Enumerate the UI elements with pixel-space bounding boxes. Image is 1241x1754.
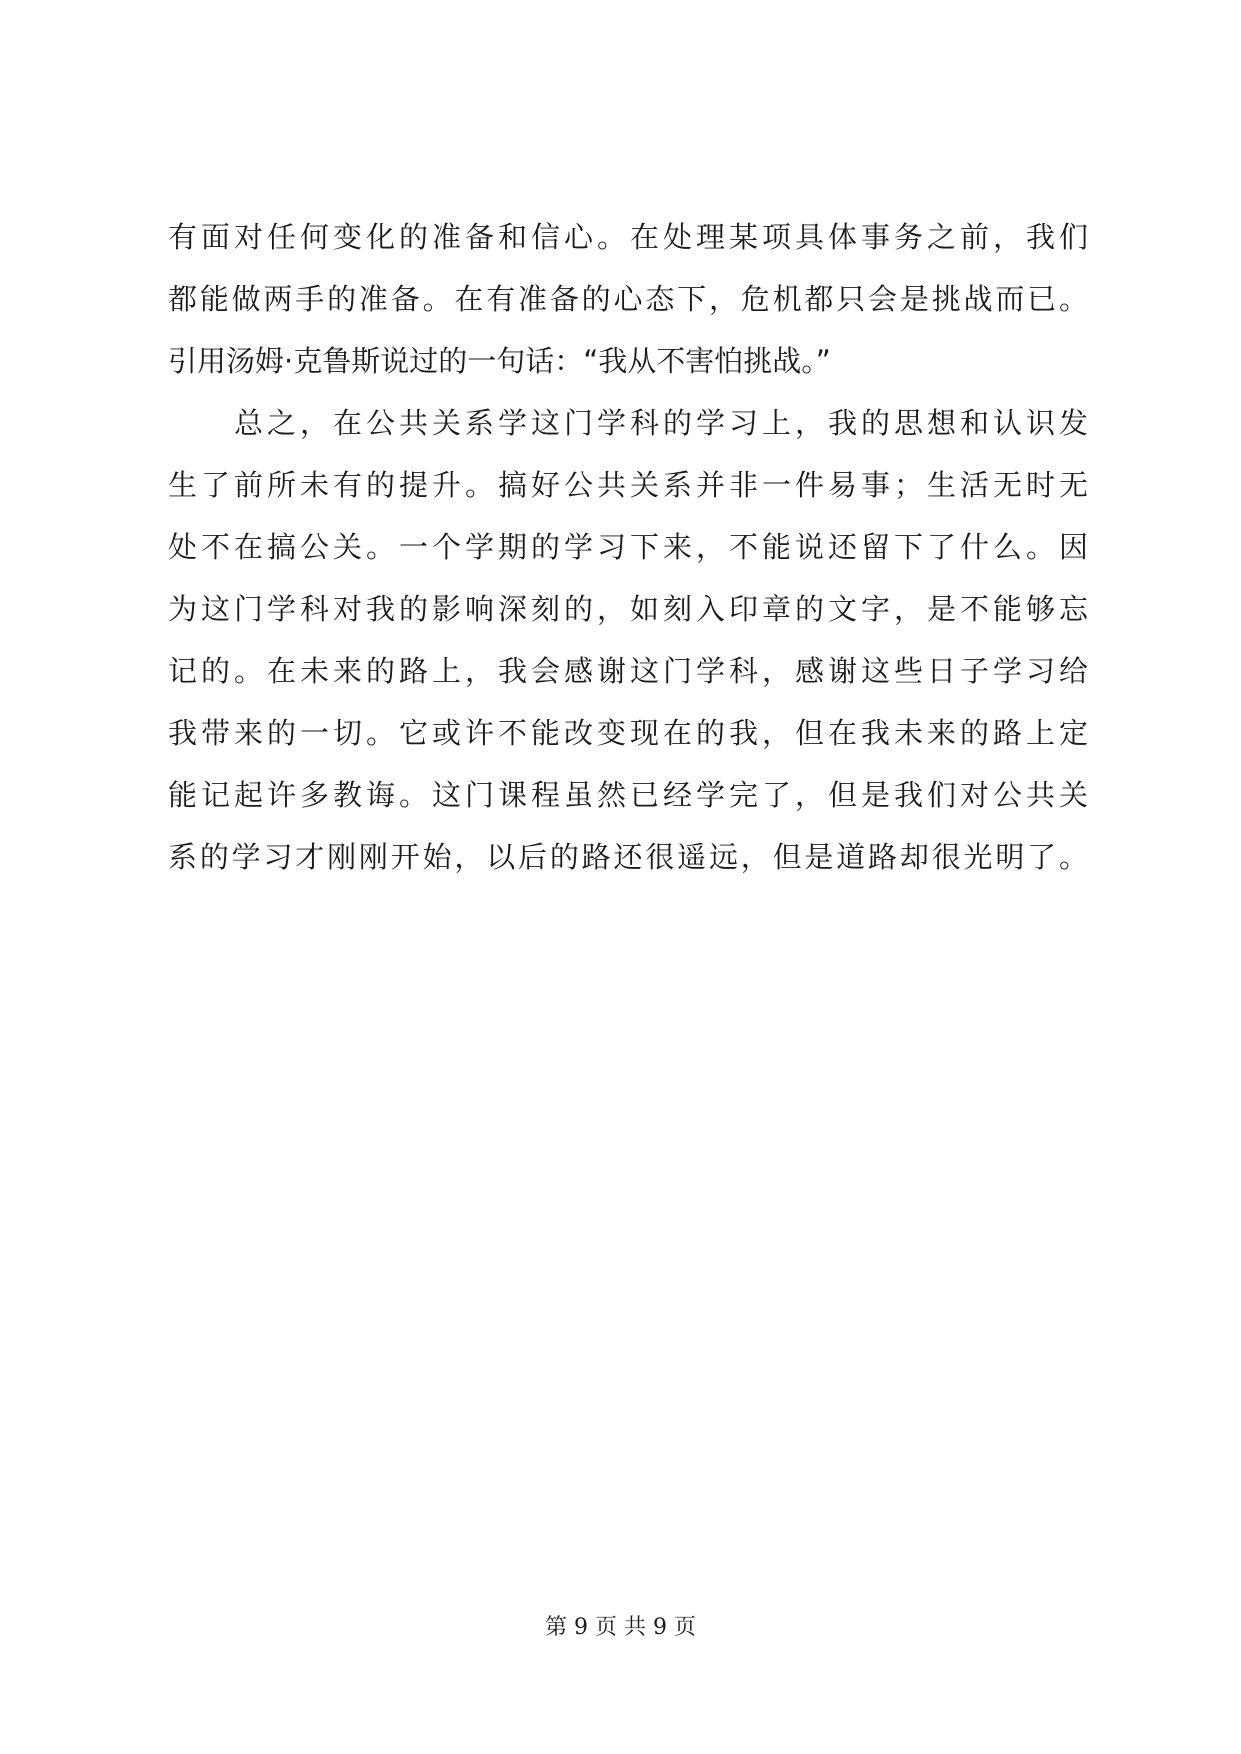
text-line: 生了前所未有的提升。搞好公共关系并非一件易事；生活无时无 [168, 468, 1088, 502]
text-line: 总之，在公共关系学这门学科的学习上，我的思想和认识发 [168, 406, 1088, 440]
page-footer: 第 9 页 共 9 页 [545, 1615, 696, 1640]
text-line: 能记起许多教诲。这门课程虽然已经学完了，但是我们对公共关 [168, 778, 1088, 812]
text-line: 处不在搞公关。一个学期的学习下来，不能说还留下了什么。因 [168, 530, 1088, 564]
body-text [168, 206, 1088, 888]
text-line: 我带来的一切。它或许不能改变现在的我，但在我未来的路上定 [168, 716, 1088, 750]
text-line: 引用汤姆·克鲁斯说过的一句话：“我从不害怕挑战。” [168, 344, 831, 378]
text-line: 为这门学科对我的影响深刻的，如刻入印章的文字，是不能够忘 [168, 592, 1088, 626]
text-line: 记的。在未来的路上，我会感谢这门学科，感谢这些日子学习给 [168, 654, 1088, 688]
text-line: 都能做两手的准备。在有准备的心态下，危机都只会是挑战而已。 [168, 282, 1088, 316]
text-line: 系的学习才刚刚开始，以后的路还很遥远，但是道路却很光明了。 [168, 840, 1088, 874]
text-line: 有面对任何变化的准备和信心。在处理某项具体事务之前，我们 [168, 220, 1088, 254]
